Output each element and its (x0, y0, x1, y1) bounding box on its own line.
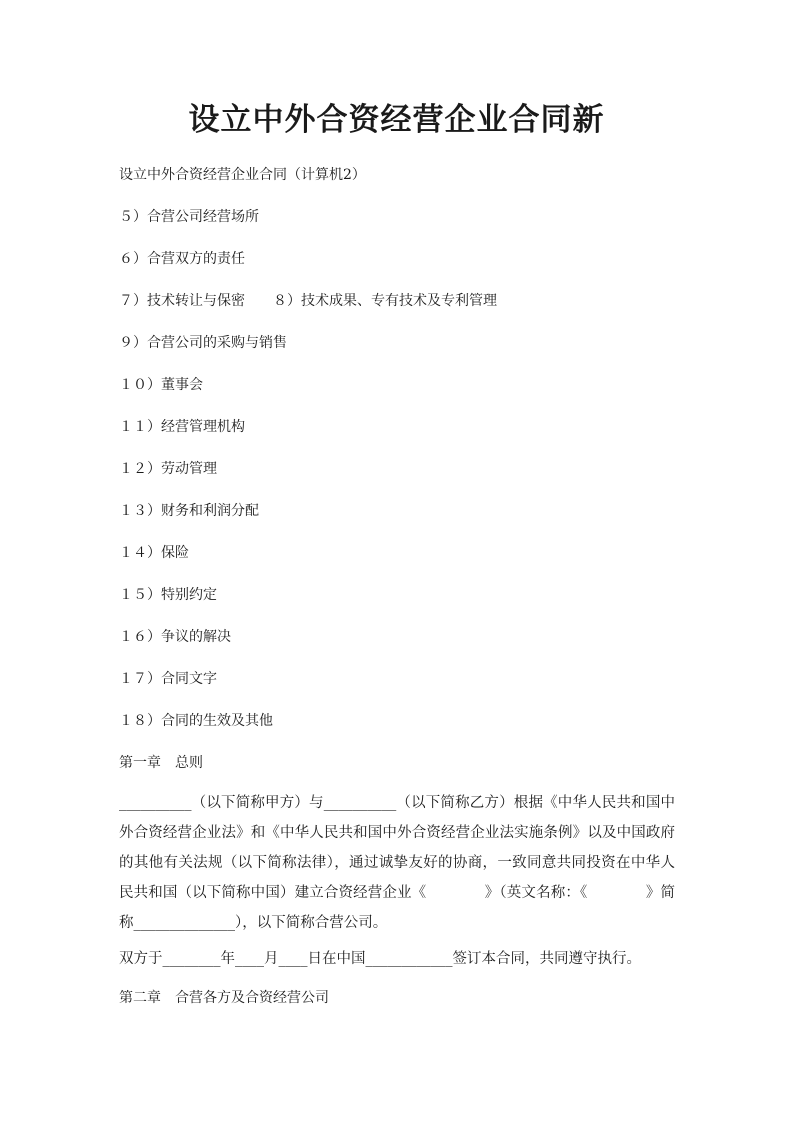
outline-line: １３）财务和利润分配 (119, 503, 259, 519)
outline-line: １４）保险 (119, 545, 189, 561)
outline-line: １２）劳动管理 (119, 461, 217, 477)
outline-line: ９）合营公司的采购与销售 (119, 335, 287, 351)
outline-line: １０）董事会 (119, 377, 203, 393)
outline-line: ６）合营双方的责任 (119, 251, 245, 267)
preamble-paragraph: __________（以下简称甲方）与__________（以下简称乙方）根据《中华人民共和国中外合资经营企业法》和《中华人民共和国中外合资经营企业法实施条例》以及中国政府的其他有关法规（以下简称法律），通过诚挚友好的协商，一致同意共同投资在中华人民共和国（以下简称中国）建立合资经营企业《 》（英文名称：《 》简称______________），以下简称合营公司。 (119, 795, 675, 931)
outline-line: ５）合营公司经营场所 (119, 209, 259, 225)
outline-line: ７）技术转让与保密 ８）技术成果、专有技术及专利管理 (119, 293, 497, 309)
outline-list (119, 165, 679, 795)
chapter-2-heading: 第二章 合营各方及合资经营公司 (119, 990, 329, 1006)
outline-line: １８）合同的生效及其他 (119, 713, 273, 729)
document-title: 设立中外合资经营企业合同新 (188, 102, 605, 138)
outline-line: １６）争议的解决 (119, 629, 231, 645)
outline-line: 设立中外合资经营企业合同（计算机2） (119, 167, 366, 183)
chapter-1-heading: 第一章 总则 (119, 755, 203, 771)
outline-line: １５）特别约定 (119, 587, 217, 603)
outline-line: １７）合同文字 (119, 671, 217, 687)
outline-line: １１）经营管理机构 (119, 419, 245, 435)
signing-paragraph: 双方于________年____月____日在中国____________签订本合同，共同遵守执行。 (119, 951, 641, 967)
